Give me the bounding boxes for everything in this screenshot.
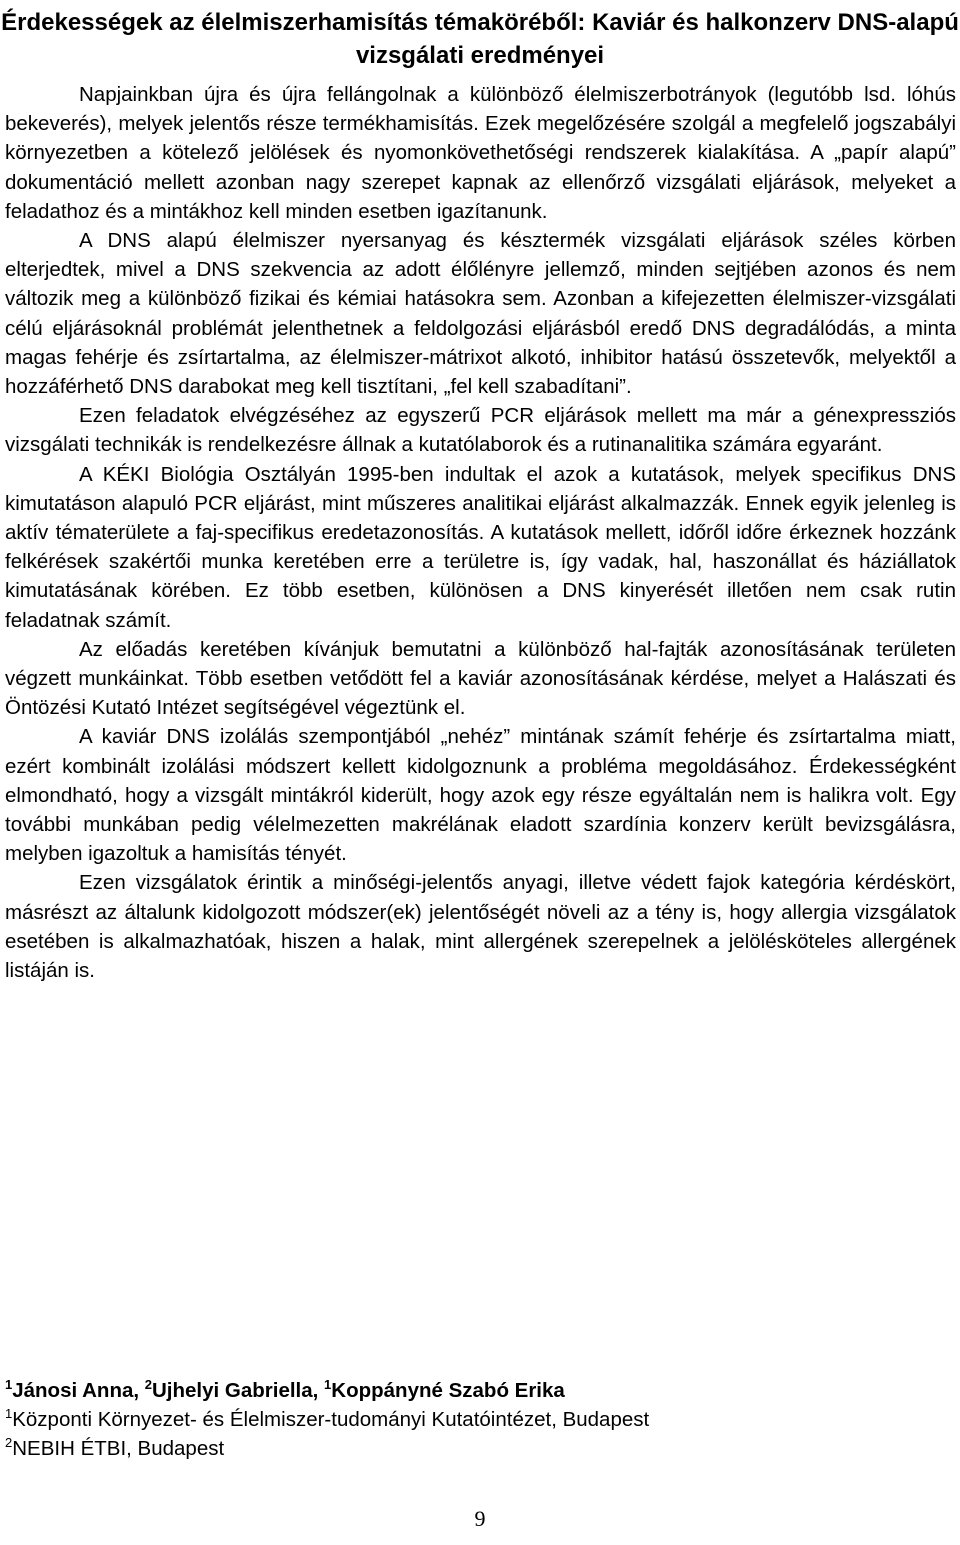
paragraph: Ezen feladatok elvégzéséhez az egyszerű PCR eljárások mellett ma már a génexpressziós vizsgálati technikák is rendelkezésre állnak a kutatólaborok és a rutinanalitika számára egyaránt. (5, 404, 956, 457)
author-name: Jánosi Anna, (12, 1379, 140, 1402)
paragraph: Napjainkban újra és újra fellángolnak a különböző élelmiszerbotrányok (legutóbb lsd. lóhús bekeverés), melyek jelentős része termékhamisítás. Ezek megelőzésére szolgál a megfelelő jogszabályi környezetben a kötelező jelölések és nyomonkövethetőségi rendszerek kialakítása. A „papír alapú” dokumentáció mellett azonban nagy szerepet kapnak az ellenőrző vizsgálati eljárások, melyeket a feladathoz és a mintákhoz kell minden esetben igazítanunk. (5, 83, 956, 223)
document-title: Érdekességek az élelmiszerhamisítás témaköréből: Kaviár és halkonzerv DNS-alapú vizsgálati eredményei (1, 9, 959, 69)
affiliation-line (5, 1434, 945, 1463)
author-block (5, 1376, 945, 1463)
paragraph: A kaviár DNS izolálás szempontjából „nehéz” mintának számít fehérje és zsírtartalma miatt, ezért kombinált izolálási módszert kellett kidolgoznunk a probléma megoldásához. Érdekességként elmondható, hogy a vizsgált mintákról kiderült, hogy azok egy része egyáltalán nem is halikra volt. Egy további munkában pedig vélelmezetten makrélának eladott szardínia konzerv került bevizsgálásra, melyben igazoltuk a hamisítás tényét. (5, 725, 956, 866)
affiliation-marker: 2 (144, 1377, 152, 1392)
affiliation-line (5, 1405, 945, 1434)
affiliation-marker: 1 (5, 1377, 13, 1392)
abstract-body (5, 80, 956, 985)
author-name: Ujhelyi Gabriella, (152, 1379, 319, 1402)
author-list (5, 1376, 945, 1405)
page-number: 9 (474, 1506, 486, 1531)
paragraph: Az előadás keretében kívánjuk bemutatni a különböző hal-fajták azonosításának területen végzett munkáinkat. Több esetben vetődött fel a kaviár azonosításának kérdése, melyet a Halászati és Öntözési Kutató Intézet segítségével végeztünk el. (5, 637, 956, 720)
affiliation-text: NEBIH ÉTBI, Budapest (12, 1437, 225, 1460)
paragraph: A KÉKI Biológia Osztályán 1995-ben indultak el azok a kutatások, melyek specifikus DNS kimutatáson alapuló PCR eljárást, mint műszeres analitikai eljárást alkalmazzák. Ennek egyik jelenleg is aktív tématerülete a faj-specifikus eredetazonosítás. A kutatások mellett, időről időre érkeznek hozzánk felkérések szakértői munka keretében erre a területre is, így vadak, hal, haszonállat és háziállatok kimutatásának körében. Ez több esetben, különösen a DNS kinyerését illetően nem csak rutin feladatnak számít. (5, 462, 956, 632)
affiliation-marker: 2 (5, 1435, 13, 1450)
author-name: Koppányné Szabó Erika (331, 1379, 565, 1402)
affiliation-marker: 1 (5, 1406, 13, 1421)
paragraph: A DNS alapú élelmiszer nyersanyag és késztermék vizsgálati eljárások széles körben elterjedtek, mivel a DNS szekvencia az adott élőlényre jellemző, minden sejtjében azonos és nem változik meg a különböző fizikai és kémiai hatásokra sem. Azonban a kifejezetten élelmiszer-vizsgálati célú eljárásoknál problémát jelenthetnek a feldolgozási eljárásból eredő DNS degradálódás, a minta magas fehérje és zsírtartalma, az élelmiszer-mátrixot alkotó, inhibitor hatású összetevők, melyektől a hozzáférhető DNS darabokat meg kell tisztítani, „fel kell szabadítani”. (5, 229, 956, 399)
affiliation-marker: 1 (324, 1377, 332, 1392)
affiliation-text: Központi Környezet- és Élelmiszer-tudományi Kutatóintézet, Budapest (12, 1408, 650, 1431)
paragraph: Ezen vizsgálatok érintik a minőségi-jelentős anyagi, illetve védett fajok kategória kérdéskört, másrészt az általunk kidolgozott módszer(ek) jelentőségét növeli az a tény is, hogy allergia vizsgálatok esetében is alkalmazhatóak, hiszen a halak, mint allergének szerepelnek a jelölésköteles allergének listáján is. (5, 871, 956, 983)
